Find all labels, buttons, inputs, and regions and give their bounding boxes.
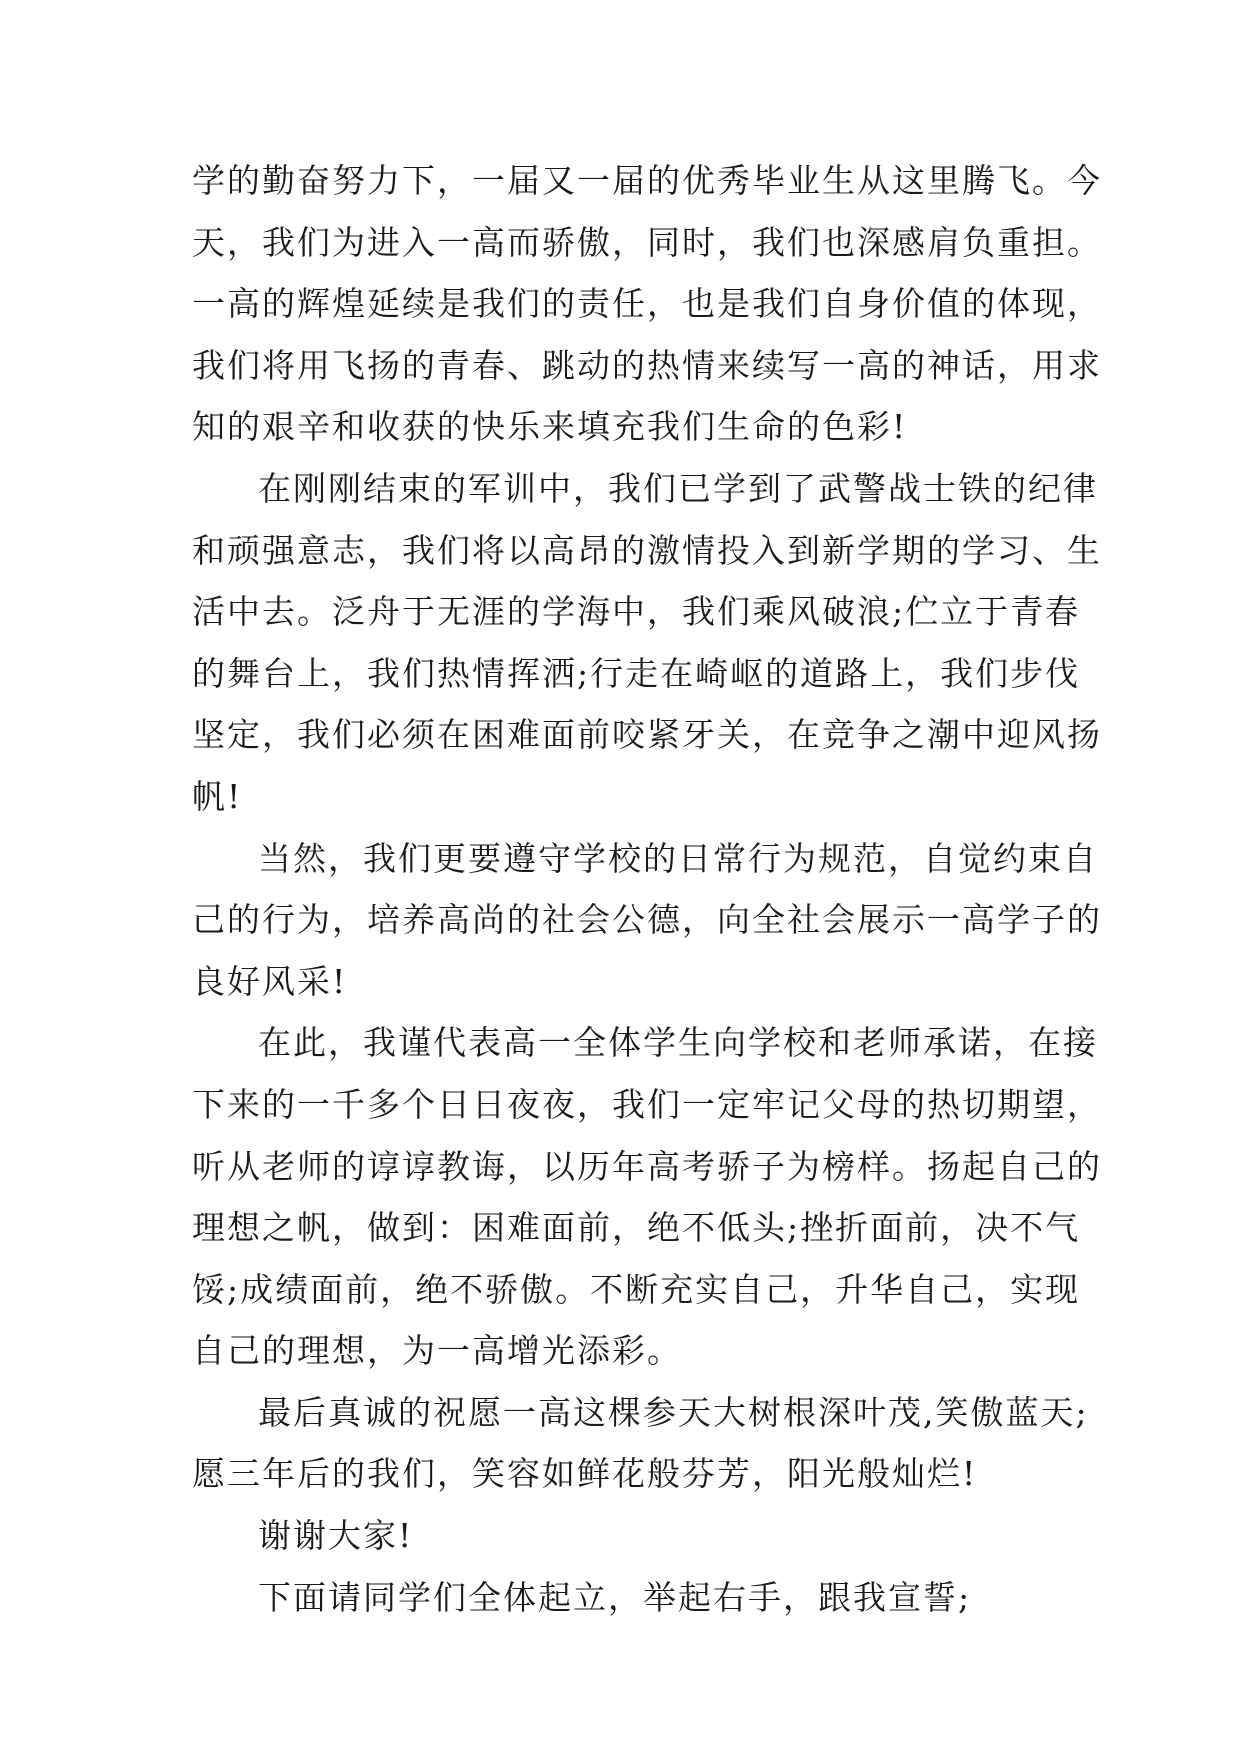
document-line: 理想之帆，做到：困难面前，绝不低头;挫折面前，决不气 — [192, 1208, 1081, 1248]
document-line: 自己的理想，为一高增光添彩。 — [192, 1331, 682, 1371]
document-line: 和顽强意志，我们将以高昂的激情投入到新学期的学习、生 — [192, 530, 1102, 570]
document-line: 谢谢大家! — [258, 1516, 414, 1556]
document-line: 在此，我谨代表高一全体学生向学校和老师承诺，在接 — [258, 1023, 1098, 1063]
document-line: 学的勤奋努力下，一届又一届的优秀毕业生从这里腾飞。今 — [192, 161, 1102, 200]
document-line: 馁;成绩面前，绝不骄傲。不断充实自己，升华自己，实现 — [192, 1269, 1081, 1309]
document-line: 最后真诚的祝愿一高这棵参天大树根深叶茂,笑傲蓝天; — [258, 1392, 1089, 1432]
document-line: 天，我们为进入一高而骄傲，同时，我们也深感肩负重担。 — [192, 222, 1102, 262]
document-line: 坚定，我们必须在困难面前咬紧牙关，在竞争之潮中迎风扬 — [192, 715, 1102, 755]
document-line: 当然，我们更要遵守学校的日常行为规范，自觉约束自 — [258, 838, 1098, 878]
document-line: 活中去。泛舟于无涯的学海中，我们乘风破浪;伫立于青春 — [192, 592, 1081, 632]
document-line: 下来的一千多个日日夜夜，我们一定牢记父母的热切期望， — [192, 1084, 1102, 1124]
document-line: 愿三年后的我们，笑容如鲜花般芬芳，阳光般灿烂! — [192, 1454, 978, 1494]
document-line: 听从老师的谆谆教诲，以历年高考骄子为榜样。扬起自己的 — [192, 1146, 1102, 1186]
document-line: 知的艰辛和收获的快乐来填充我们生命的色彩! — [192, 407, 908, 447]
document-line: 帆! — [192, 776, 243, 816]
document-line: 良好风采! — [192, 961, 348, 1001]
document-line: 的舞台上，我们热情挥洒;行走在崎岖的道路上，我们步伐 — [192, 653, 1081, 693]
document-line: 下面请同学们全体起立，举起右手，跟我宣誓; — [258, 1577, 972, 1617]
document-line: 在刚刚结束的军训中，我们已学到了武警战士铁的纪律 — [258, 468, 1098, 508]
document-body — [192, 150, 1102, 1628]
document-line: 一高的辉煌延续是我们的责任，也是我们自身价值的体现， — [192, 284, 1102, 324]
document-line: 己的行为，培养高尚的社会公德，向全社会展示一高学子的 — [192, 900, 1102, 940]
document-line: 我们将用飞扬的青春、跳动的热情来续写一高的神话，用求 — [192, 345, 1102, 385]
